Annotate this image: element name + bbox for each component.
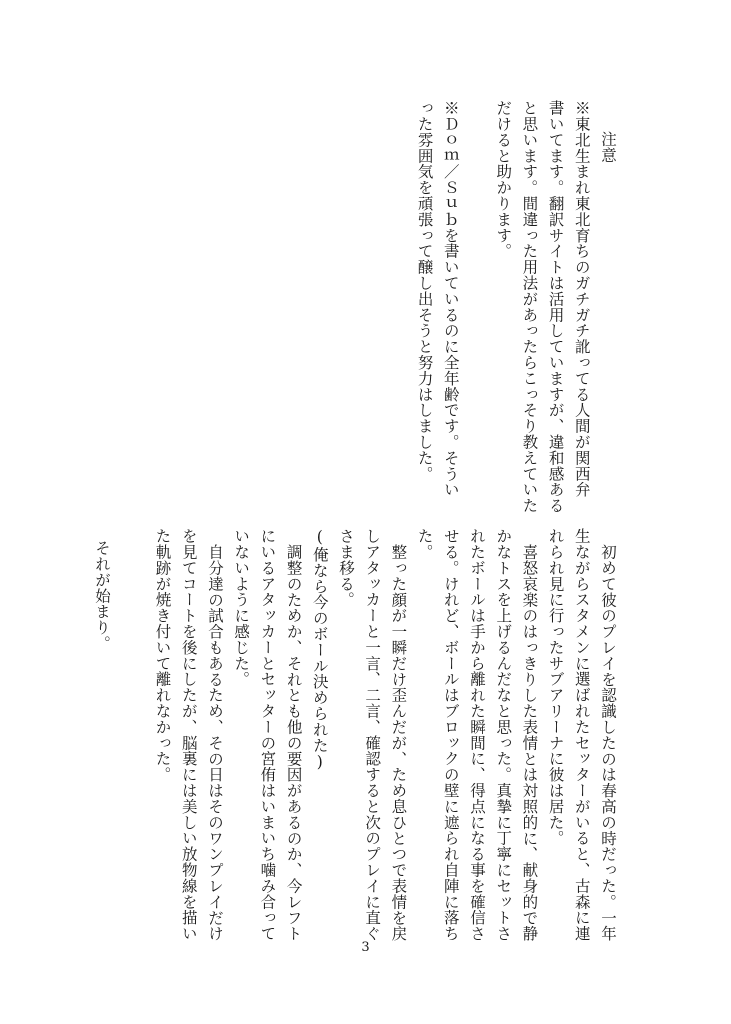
notice-blank-line [464, 100, 490, 460]
story-ending [89, 540, 115, 650]
notice-line: と思います。間違った用法があったらこっそり教えていた [520, 100, 539, 514]
story-line: 調整のためか、それとも他の要因があるのか、今レフト [284, 543, 303, 941]
story-line: いないように感じた。 [232, 528, 251, 687]
page-number: 3 [361, 940, 370, 955]
notice-line: ※Ｄｏｍ／Ｓｕｂを書いているのに全年齢です。そうい [441, 100, 460, 498]
story-line: れられ見に行ったサブアリーナに彼は居た。 [546, 528, 565, 846]
story-line: にいるアタッカーとセッターの宮侑はいまいち噛み合って [258, 528, 277, 942]
story-line: 整った顔が一瞬だけ歪んだが、ため息ひとつで表情を戻 [389, 543, 408, 941]
story-line: れたボールは手から離れた瞬間に、得点になる事を確信さ [467, 528, 486, 942]
notice-line: った雰囲気を頑張って醸し出そうと努力はしました。 [415, 100, 434, 482]
story-line: を見てコートを後にしたが、脳裏には美しい放物線を描い [179, 528, 198, 942]
story-line: た。 [415, 528, 434, 560]
notice-line: だけると助かります。 [494, 100, 513, 259]
notice-block [411, 100, 621, 514]
story-line: た軌跡が焼き付いて離れなかった。 [153, 528, 172, 783]
story-line: 生ながらスタメンに選ばれたセッターがいると、古森に連 [572, 528, 591, 942]
story-line: 初めて彼のプレイを認識したのは春高の時だった。一年 [599, 543, 617, 941]
story-line: さま移る。 [336, 528, 355, 608]
ending-line: それが始まり。 [93, 540, 111, 652]
story-line: 自分達の試合もあるため、その日はそのワンプレイだけ [205, 543, 224, 941]
notice-title: 注意 [599, 131, 617, 163]
story-line: かなトスを上げるんだなと思った。真摯に丁寧にセットさ [494, 528, 513, 942]
story-block [149, 528, 621, 942]
story-line: せる。けれど、ボールはブロックの壁に遮られ自陣に落ち [441, 528, 460, 942]
story-line: 喜怒哀楽のはっきりした表情とは対照的に、献身的で静 [520, 543, 539, 941]
story-line: しアタッカーと一言、二言、確認すると次のプレイに直ぐ [363, 528, 382, 942]
notice-line: ※東北生まれ東北育ちのガチガチ訛ってる人間が関西弁 [572, 100, 591, 498]
notice-line: 書いてます。翻訳サイトは活用していますが、違和感ある [546, 100, 565, 514]
story-line: (俺なら今のボール決められた) [310, 528, 329, 772]
